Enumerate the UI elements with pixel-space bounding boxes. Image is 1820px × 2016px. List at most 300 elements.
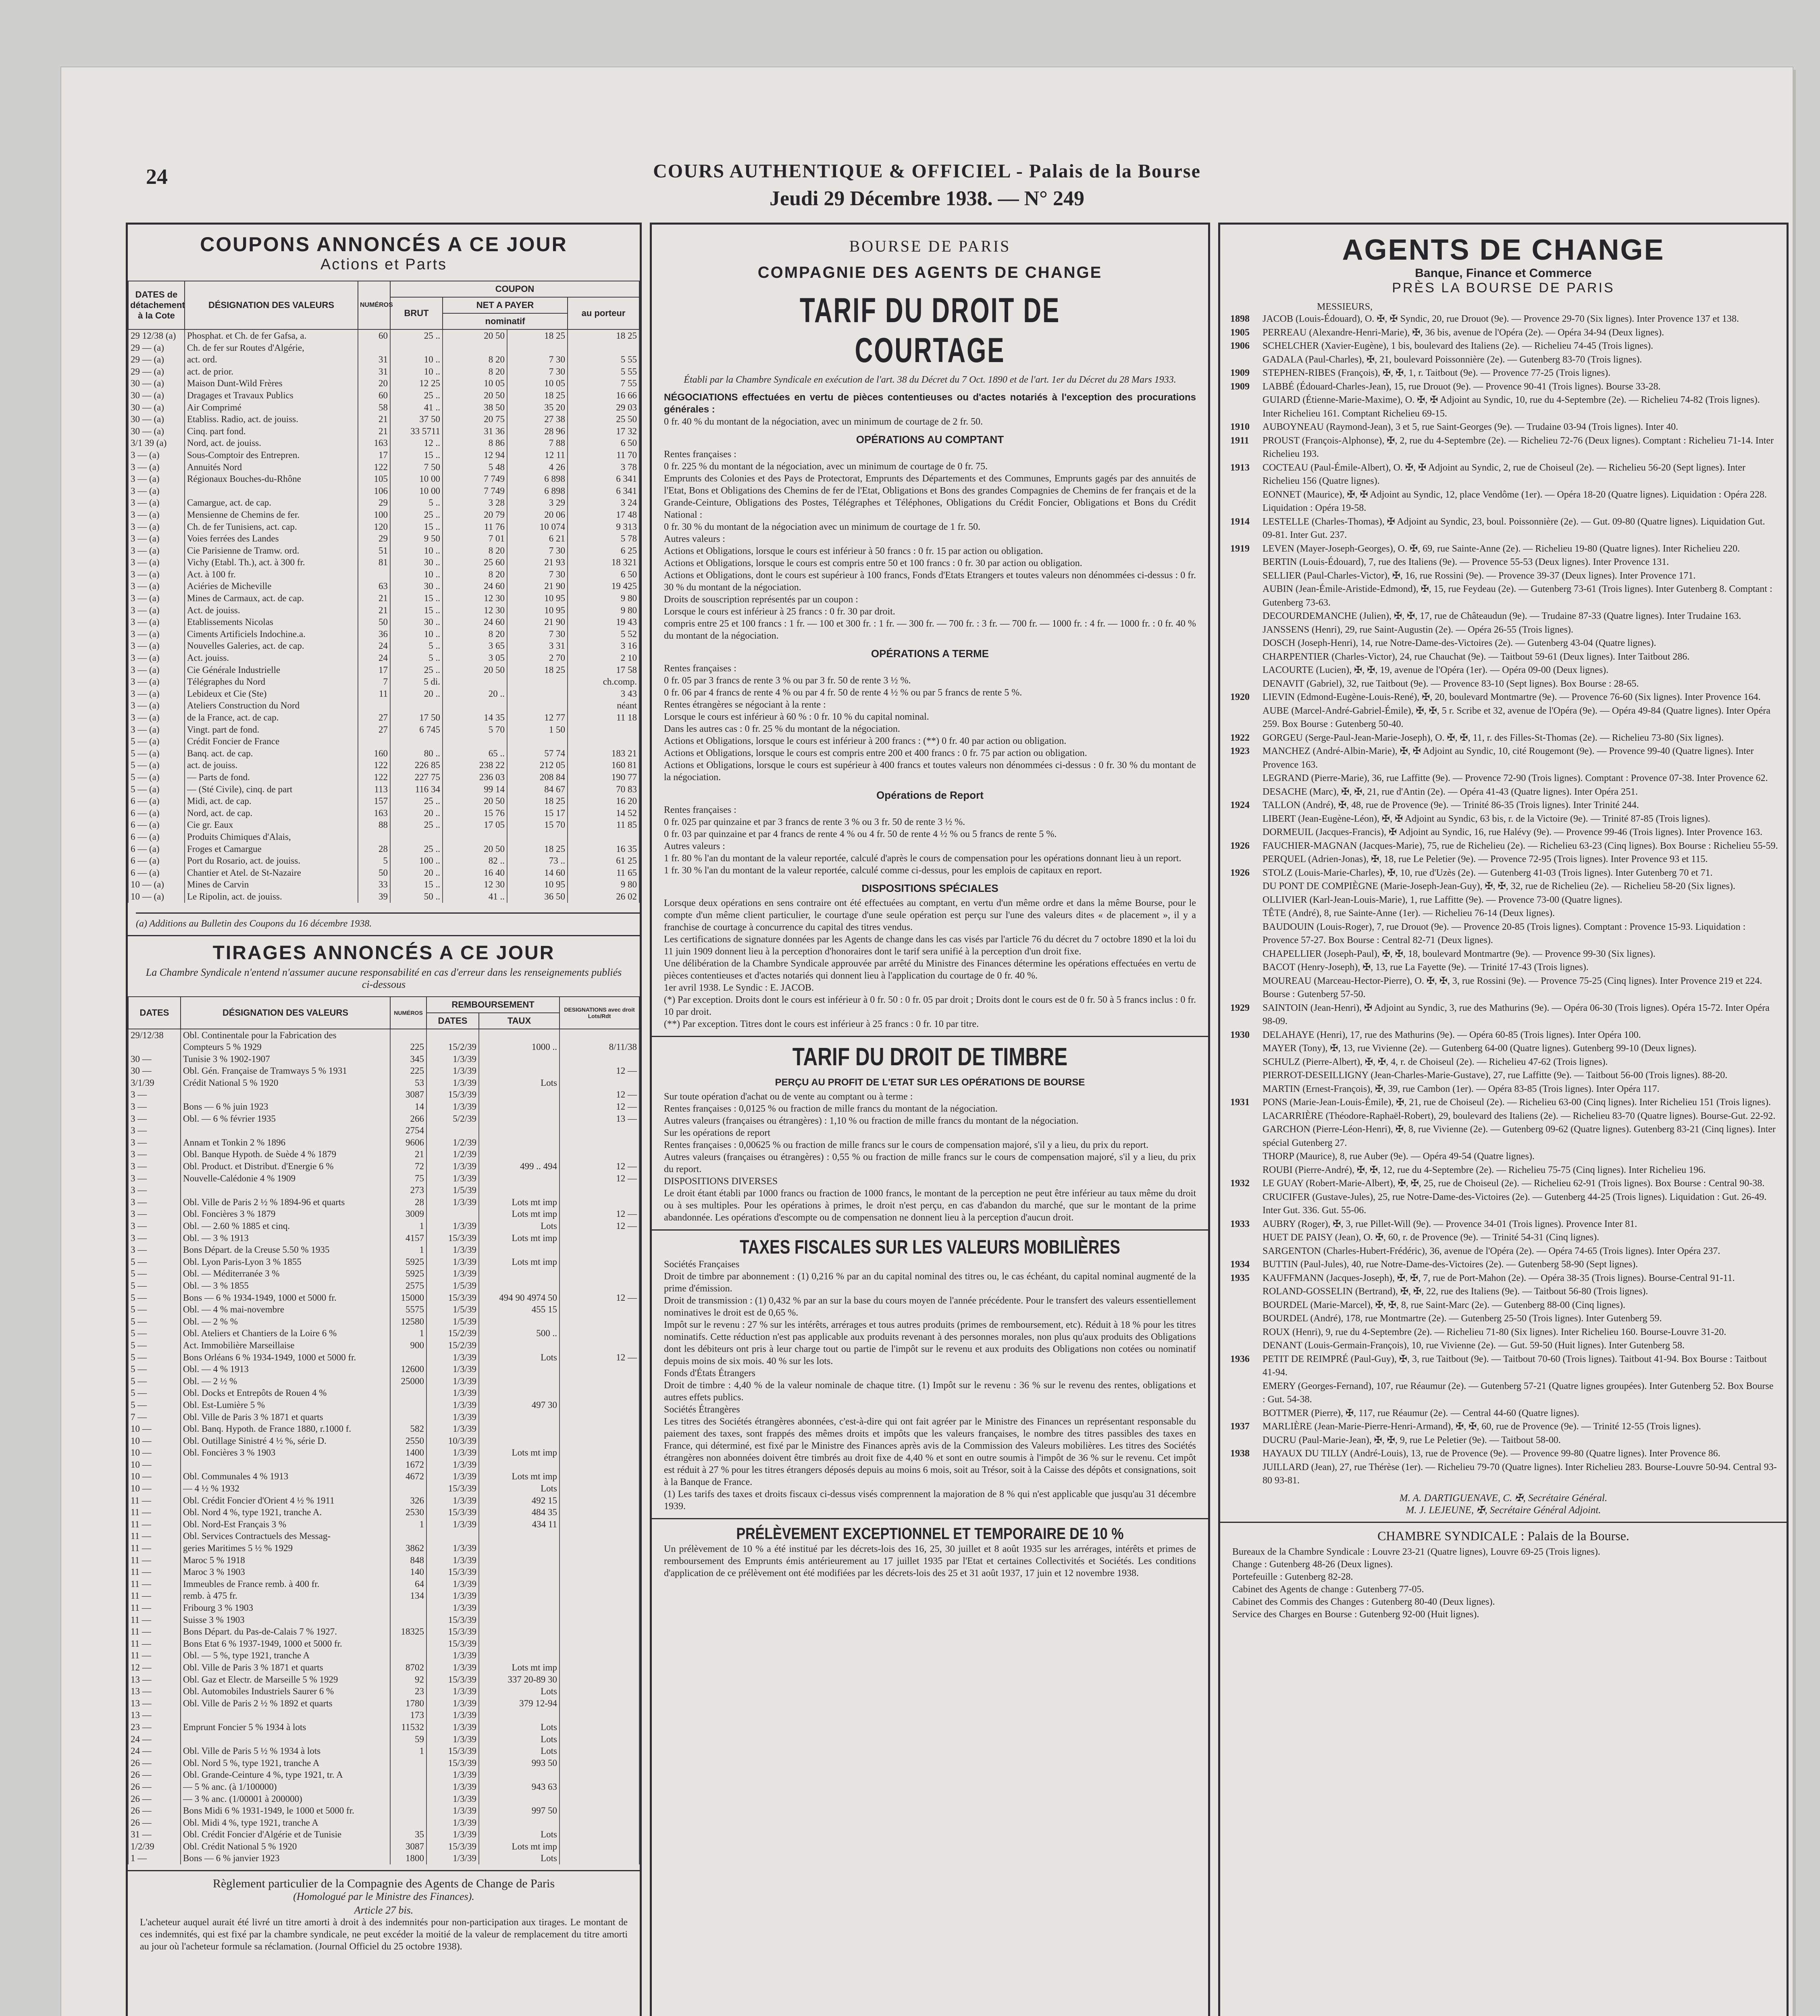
cell-brut (390, 735, 443, 748)
timbre-title: TARIF DU DROIT DE TIMBRE (792, 1043, 1068, 1071)
cell-taux: 492 15 (479, 1495, 560, 1507)
cell-designation: Vingt. part de fond. (185, 724, 358, 736)
agent-year: 1906 (1230, 341, 1250, 351)
cell-net: 7 30 (507, 569, 568, 581)
cell-designation: Air Comprimé (185, 402, 358, 414)
agent-text: LACARRIÈRE (Théodore-Raphaël-Robert), 29, boulevard des Italiens (2e). — Richelieu 83-70 (Quatre lignes). Bourse-Gut. 22-92. (1263, 1110, 1776, 1121)
tarif-company: COMPAGNIE DES AGENTS DE CHANGE (757, 264, 1102, 281)
cell-numero: 122 (358, 461, 390, 473)
cell-net: 84 67 (507, 783, 568, 796)
paragraph: Rentes françaises : (664, 663, 736, 674)
cell-numero: 134 (390, 1590, 426, 1602)
cell-net: 12 11 (507, 449, 568, 461)
cell-date: 11 — (128, 1638, 181, 1650)
cell-numero: 3862 (390, 1542, 426, 1554)
cell-brut: 10 .. (390, 628, 443, 640)
cell-remb-date: 15/3/39 (426, 1841, 479, 1853)
agent-year (1230, 1083, 1263, 1096)
cell-obs (560, 1184, 639, 1196)
cell-remb-date: 1/2/39 (426, 1137, 479, 1149)
paragraph: Autres valeurs (françaises ou étrangères) : 1,10 % ou fraction de mille francs du montant de la négociation. (664, 1116, 1079, 1126)
cell-numero: 24 (358, 652, 390, 664)
cell-designation: Obl. Docks et Entrepôts de Rouen 4 % (181, 1387, 390, 1399)
agent-text: PONS (Marie-Jean-Louis-Émile), ✠, 21, rue de Choiseul (2e). — Richelieu 63-00 (Cinq lignes). Inter Richelieu 151 (Trois lignes). (1263, 1097, 1771, 1108)
agents-sub1: Banque, Finance et Commerce (1415, 267, 1592, 280)
cell-numero (358, 569, 390, 581)
cell-designation: Obl. — 4 % mai-novembre (181, 1304, 390, 1316)
masthead-title: COURS AUTHENTIQUE & OFFICIEL - Palais de la Bourse (653, 160, 1201, 182)
cell-remb-date: 15/2/39 (426, 1339, 479, 1352)
table-row (128, 1817, 639, 1829)
agent-entry (1230, 353, 1778, 367)
cell-designation: Nord, act. de cap. (185, 807, 358, 819)
cell-nominatif: 41 .. (443, 891, 507, 903)
cell-nominatif: 12 30 (443, 592, 507, 604)
cell-designation: Obl. Ville de Paris 3 % 1871 et quarts (181, 1662, 390, 1674)
agent-text: MANCHEZ (André-Albin-Marie), ✠, ✠ Adjoint au Syndic, 10, cité Rougemont (9e). — Provence 99-40 (Quatre lignes). Inter Provence 163. (1263, 746, 1754, 770)
cell-date: 3 — (128, 1137, 181, 1149)
cell-designation: Obl. Services Contractuels des Messag- (181, 1530, 390, 1542)
cell-remb-date: 1/5/39 (426, 1280, 479, 1292)
cell-designation: Obl. Est-Lumière 5 % (181, 1399, 390, 1411)
cell-designation (181, 1459, 390, 1471)
cell-designation: Cie Générale Industrielle (185, 664, 358, 676)
cell-taux (479, 1113, 560, 1125)
cell-nominatif: 3 65 (443, 640, 507, 652)
table-row (128, 783, 639, 796)
cell-numero: 7 (358, 676, 390, 688)
tirages-subtitle: La Chambre Syndicale n'entend n'assumer aucune responsabilité en cas d'erreur dans les renseignements publiés ci-dessous (146, 966, 622, 990)
agent-entry (1230, 731, 1778, 745)
agent-entry (1230, 326, 1778, 340)
cell-net: 1 50 (507, 724, 568, 736)
cell-taux: 337 20-89 30 (479, 1674, 560, 1686)
cell-date: 26 — (128, 1817, 181, 1829)
cell-porteur (568, 724, 639, 736)
chambre-line: Change : Gutenberg 48-26 (Deux lignes). (1232, 1559, 1393, 1570)
agent-text: LIEVIN (Edmond-Eugène-Louis-René), ✠, 20, boulevard Montmartre (9e). — Provence 76-60 (Six lignes). Inter Provence 164. (1263, 692, 1761, 702)
cell-date: 3 — (a) (128, 628, 185, 640)
cell-remb-date: 1/3/39 (426, 1053, 479, 1065)
cell-porteur: 3 78 (568, 461, 639, 473)
cell-date: 3 — (128, 1125, 181, 1137)
cell-designation: geries Maritimes 5 ½ % 1929 (181, 1542, 390, 1554)
cell-remb-date: 1/3/39 (426, 1518, 479, 1531)
cell-net (507, 700, 568, 712)
cell-date: 5 — (a) (128, 771, 185, 783)
col-numeros: NUMÉROS (358, 281, 390, 329)
table-row (128, 807, 639, 819)
agent-text: MOUREAU (Marceau-Hector-Pierre), O. ✠, ✠, 3, rue Rossini (9e). — Provence 75-25 (Cinq lignes). Inter Provence 219 et 224. Bourse : Gutenberg 57-50. (1263, 975, 1762, 1000)
cell-remb-date: 1/3/39 (426, 1173, 479, 1185)
cell-nominatif: 15 76 (443, 807, 507, 819)
table-row (128, 1709, 639, 1721)
cell-date: 5 — (128, 1268, 181, 1280)
paragraph: 0 fr. 025 par quinzaine et par 3 francs de rente 3 % ou 3 fr. 50 de rente 3 ½ %. (664, 817, 965, 827)
cell-obs: 12 — (560, 1065, 639, 1077)
agent-year (1230, 556, 1263, 569)
cell-net: 36 50 (507, 891, 568, 903)
table-row (128, 1352, 639, 1364)
table-row (128, 664, 639, 676)
cell-obs (560, 1769, 639, 1781)
cell-taux (479, 1626, 560, 1638)
cell-net: 15 70 (507, 819, 568, 831)
cell-brut: 100 .. (390, 855, 443, 867)
cell-taux (479, 1173, 560, 1185)
cell-date: 24 — (128, 1745, 181, 1757)
paragraph: Droit de timbre : 4,40 % de la valeur nominale de chaque titre. (1) Impôt sur le revenu : 36 % sur le revenu des rentes, obligations et autres effets publics. (664, 1380, 1196, 1403)
cell-designation: Le Ripolin, act. de jouiss. (185, 891, 358, 903)
cell-remb-date: 1/3/39 (426, 1649, 479, 1662)
agent-text: CRUCIFER (Gustave-Jules), 25, rue Notre-Dame-des-Victoires (2e). — Gutenberg 44-25 (Trois lignes). Liquidation : Gut. 26-49. Inter Gut. 336. Gut. 55-06. (1263, 1191, 1767, 1216)
agents-title: AGENTS DE CHANGE (1342, 234, 1665, 266)
cell-porteur: 11 85 (568, 819, 639, 831)
cell-brut: 9 50 (390, 533, 443, 545)
cell-brut: 20 .. (390, 688, 443, 700)
cell-date: 5 — (128, 1280, 181, 1292)
cell-date: 6 — (a) (128, 867, 185, 879)
cell-brut: 17 50 (390, 712, 443, 724)
cell-remb-date (426, 1029, 479, 1041)
cell-brut: 5 .. (390, 640, 443, 652)
cell-obs (560, 1375, 639, 1387)
cell-numero (390, 1352, 426, 1364)
cell-date: 3 — (a) (128, 521, 185, 533)
cell-date: 3 — (a) (128, 485, 185, 497)
agent-entry (1230, 488, 1778, 515)
cell-net (507, 688, 568, 700)
cell-brut: 15 .. (390, 521, 443, 533)
paragraph: Une délibération de la Chambre Syndicale approuvée par arrêté du Ministre des Finances détermine les opérations effectuées en vertu de pièces contentieuses et d'actes notariés qui donnent lieu à l'application du courtage de 0 fr. 40 %. (664, 958, 1196, 981)
agent-entry (1230, 1177, 1778, 1191)
paragraph: 1er avril 1938. Le Syndic : E. JACOB. (664, 983, 814, 993)
table-row (128, 1697, 639, 1710)
cell-remb-date: 15/3/39 (426, 1614, 479, 1626)
cell-numero (390, 1793, 426, 1805)
cell-numero (358, 342, 390, 354)
cell-designation: — 3 % anc. (1/00001 à 200000) (181, 1793, 390, 1805)
chambre-line: Cabinet des Agents de change : Gutenberg 77-05. (1232, 1584, 1424, 1595)
table-row (128, 1220, 639, 1232)
cell-taux: 499 .. 494 (479, 1160, 560, 1173)
cell-obs (560, 1638, 639, 1650)
agent-entry (1230, 691, 1778, 704)
table-row (128, 1554, 639, 1566)
cell-designation: Act. à 100 fr. (185, 569, 358, 581)
cell-taux: Lots mt imp (479, 1256, 560, 1268)
cell-numero (390, 1530, 426, 1542)
table-row (128, 1649, 639, 1662)
cell-porteur: 11 65 (568, 867, 639, 879)
agent-entry (1230, 312, 1778, 326)
cell-designation: Annuités Nord (185, 461, 358, 473)
cell-numero: 17 (358, 664, 390, 676)
cell-nominatif: 10 05 (443, 377, 507, 389)
cell-numero: 266 (390, 1113, 426, 1125)
cell-obs (560, 1244, 639, 1256)
agent-year (1230, 921, 1263, 948)
cell-porteur: 9 80 (568, 604, 639, 616)
cell-remb-date: 1/2/39 (426, 1148, 479, 1160)
agent-entry (1230, 812, 1778, 826)
cell-brut: 25 .. (390, 843, 443, 855)
terme-list (652, 662, 1208, 783)
paragraph: 0 fr. 225 % du montant de la négociation, avec un minimum de courtage de 0 fr. 75. (664, 461, 988, 472)
paragraph: 0 fr. 06 par 4 francs de rente 4 % ou par 4 fr. 50 de rente 4 ½ % ou par 5 francs de rente 5 %. (664, 687, 1022, 698)
agent-text: KAUFFMANN (Jacques-Joseph), ✠, ✠, 7, rue de Port-Mahon (2e). — Opéra 38-35 (Trois lignes). Bourse-Central 91-11. (1263, 1272, 1735, 1283)
cell-taux (479, 1459, 560, 1471)
agent-text: DOSCH (Joseph-Henri), 14, rue Notre-Dame-des-Victoires (2e). — Gutenberg 43-04 (Quatre lignes). (1263, 638, 1656, 648)
cell-obs (560, 1327, 639, 1339)
messieurs: MESSIEURS, (1317, 302, 1373, 312)
cell-designation: Ch. de fer sur Routes d'Algérie, (185, 342, 358, 354)
reglement-title: Règlement particulier de la Compagnie des Agents de Change de Paris (212, 1877, 555, 1891)
cell-obs (560, 1495, 639, 1507)
speciales-title: DISPOSITIONS SPÉCIALES (861, 882, 998, 894)
cell-numero (358, 700, 390, 712)
cell-obs (560, 1518, 639, 1531)
speciales-list (652, 897, 1208, 1030)
agent-year (1230, 1407, 1263, 1420)
secretaires (1220, 1492, 1787, 1516)
cell-nominatif: 82 .. (443, 855, 507, 867)
cell-brut (390, 831, 443, 843)
cell-taux: Lots (479, 1352, 560, 1364)
cell-date: 29 12/38 (a) (128, 329, 185, 342)
cell-porteur: 6 50 (568, 569, 639, 581)
cell-porteur: 2 10 (568, 652, 639, 664)
cell-date: 3 — (a) (128, 688, 185, 700)
table-row (128, 354, 639, 366)
cell-taux (479, 1793, 560, 1805)
cell-numero (390, 1399, 426, 1411)
cell-designation: Obl. Nord 4 %, type 1921, tranche A. (181, 1506, 390, 1518)
agent-entry (1230, 515, 1778, 542)
cell-taux (479, 1053, 560, 1065)
newspaper-page (60, 67, 1793, 2016)
cell-porteur (568, 831, 639, 843)
cell-designation: Mines de Carmaux, act. de cap. (185, 592, 358, 604)
cell-numero: 75 (390, 1173, 426, 1185)
cell-nominatif (443, 342, 507, 354)
cell-date: 5 — (128, 1292, 181, 1304)
cell-date: 5 — (128, 1387, 181, 1399)
cell-brut: 226 85 (390, 759, 443, 771)
cell-designation: — 5 % anc. (à 1/100000) (181, 1781, 390, 1793)
agent-year: 1911 (1230, 435, 1249, 446)
agent-text: BAUDOUIN (Louis-Roger), 7, rue Drouot (9e). — Provence 20-85 (Trois lignes). Comptant : Provence 15-93. Liquidation : Provence 57-27. Box Bourse : Central 82-71 (Deux lignes). (1263, 921, 1746, 946)
cell-net: 14 60 (507, 867, 568, 879)
cell-taux (479, 1244, 560, 1256)
cell-taux (479, 1089, 560, 1101)
paragraph: 1 fr. 80 % l'an du montant de la valeur reportée, calculé d'après le cours de compensation pour les opérations donnant lieu à un report. (664, 853, 1181, 864)
cell-numero: 163 (358, 437, 390, 449)
cell-obs (560, 1506, 639, 1518)
cell-designation: Obl. — 5 %, type 1921, tranche A (181, 1649, 390, 1662)
cell-designation: Ateliers Construction du Nord (185, 700, 358, 712)
cell-obs (560, 1411, 639, 1423)
cell-designation: Cie gr. Eaux (185, 819, 358, 831)
chambre-title: CHAMBRE SYNDICALE : Palais de la Bourse. (1377, 1528, 1629, 1543)
agent-text: STEPHEN-RIBES (François), ✠, ✠, 1, r. Taitbout (9e). — Provence 77-25 (Trois lignes). (1263, 368, 1611, 378)
cell-date: 30 — (a) (128, 425, 185, 437)
cell-date: 26 — (128, 1757, 181, 1769)
cell-obs (560, 1578, 639, 1590)
agent-year: 1926 (1230, 867, 1250, 878)
cell-remb-date: 1/3/39 (426, 1793, 479, 1805)
cell-porteur: 14 52 (568, 807, 639, 819)
agent-year (1230, 704, 1263, 731)
cell-date: 6 — (a) (128, 819, 185, 831)
cell-numero: 50 (358, 616, 390, 628)
cell-brut: 10 00 (390, 485, 443, 497)
cell-designation: act. de prior. (185, 366, 358, 378)
cell-designation: Bons Orléans 6 % 1934-1949, 1000 et 5000 fr. (181, 1352, 390, 1364)
cell-taux: 993 50 (479, 1757, 560, 1769)
cell-numero: 1800 (390, 1852, 426, 1864)
agent-year: 1909 (1230, 368, 1250, 378)
cell-taux: 434 11 (479, 1518, 560, 1531)
cell-porteur: 6 341 (568, 473, 639, 485)
cell-date: 5 — (128, 1316, 181, 1328)
agent-entry (1230, 1258, 1778, 1272)
cell-numero: 5 (358, 855, 390, 867)
table-row (128, 1232, 639, 1244)
agent-text: TÊTE (André), 8, rue Sainte-Anne (1er). — Richelieu 76-14 (Deux lignes). (1263, 908, 1555, 918)
cell-numero: 160 (358, 748, 390, 760)
cell-porteur: 17 48 (568, 509, 639, 521)
comptant-title: OPÉRATIONS AU COMPTANT (856, 433, 1004, 446)
cell-brut: 30 .. (390, 556, 443, 569)
paragraph: Actions et Obligations, dont le cours est supérieur à 100 francs, Fonds d'Etats Etrangers et toutes valeurs non dénommées ci-dessus : 0 fr. 30 % du montant de la négociation. (664, 570, 1196, 593)
agent-year: 1923 (1230, 746, 1250, 756)
cell-date: 13 — (128, 1685, 181, 1697)
cell-porteur: 9 313 (568, 521, 639, 533)
agent-entry (1230, 380, 1778, 394)
agent-entry (1230, 1002, 1778, 1029)
tarif-nego: NÉGOCIATIONS effectuées en vertu de pièces contentieuses ou d'actes notariés à l'exception des procurations générales : (664, 392, 1196, 415)
cell-designation: Maroc 5 % 1918 (181, 1554, 390, 1566)
table-row (128, 1793, 639, 1805)
cell-date: 5 — (128, 1256, 181, 1268)
cell-designation: Cinq. part fond. (185, 425, 358, 437)
cell-date: 5 — (128, 1352, 181, 1364)
cell-remb-date: 15/3/39 (426, 1483, 479, 1495)
cell-net: 20 06 (507, 509, 568, 521)
cell-designation: Obl. — 3 % 1855 (181, 1280, 390, 1292)
cell-date: 7 — (128, 1411, 181, 1423)
cell-net: 10 95 (507, 879, 568, 891)
cell-designation: Obl. Foncières 3 % 1903 (181, 1447, 390, 1459)
agent-text: DUCRU (Paul-Marie-Jean), ✠, ✠, 9, rue Le Peletier (9e). — Taitbout 58-00. (1263, 1435, 1561, 1445)
cell-nominatif (443, 676, 507, 688)
agent-year: 1920 (1230, 692, 1250, 702)
cell-designation: Produits Chimiques d'Alais, (185, 831, 358, 843)
cell-taux: Lots (479, 1721, 560, 1733)
agent-entry (1230, 853, 1778, 866)
cell-designation: — Parts de fond. (185, 771, 358, 783)
agent-year: 1931 (1230, 1097, 1250, 1108)
cell-remb-date (426, 1208, 479, 1220)
table-row (128, 1041, 639, 1053)
cell-date: 29 — (a) (128, 354, 185, 366)
cell-date: 10 — (128, 1470, 181, 1483)
cell-obs: 8/11/38 (560, 1041, 639, 1053)
agents-sub2: PRÈS LA BOURSE DE PARIS (1392, 280, 1615, 296)
cell-nominatif: 31 36 (443, 425, 507, 437)
cell-designation: Obl. Grande-Ceinture 4 %, type 1921, tr. A (181, 1769, 390, 1781)
table-row (128, 1137, 639, 1149)
table-row (128, 1065, 639, 1077)
table-row (128, 413, 639, 425)
cell-date: 6 — (a) (128, 831, 185, 843)
agent-entry (1230, 623, 1778, 637)
agent-year (1230, 677, 1263, 691)
agent-text: ROUX (Henri), 9, rue du 4-Septembre (2e). — Richelieu 71-80 (Six lignes). Inter Richelieu 160. Bourse-Louvre 31-20. (1263, 1327, 1726, 1337)
cell-numero: 5925 (390, 1256, 426, 1268)
cell-remb-date: 1/3/39 (426, 1602, 479, 1614)
cell-remb-date: 1/3/39 (426, 1662, 479, 1674)
agent-entry (1230, 1461, 1778, 1488)
cell-porteur: 61 25 (568, 855, 639, 867)
cell-date: 11 — (128, 1602, 181, 1614)
cell-nominatif: 65 .. (443, 748, 507, 760)
cell-nominatif: 12 30 (443, 879, 507, 891)
cell-taux (479, 1423, 560, 1435)
agent-entry (1230, 367, 1778, 380)
cell-designation: Port du Rosario, act. de jouiss. (185, 855, 358, 867)
cell-numero: 11 (358, 688, 390, 700)
cell-taux (479, 1411, 560, 1423)
cell-designation: Obl. Banq. Hypoth. de France 1880, r.1000 f. (181, 1423, 390, 1435)
cell-date: 3 — (a) (128, 509, 185, 521)
table-row (128, 1375, 639, 1387)
agent-text: BOTTMER (Pierre), ✠, 117, rue Réaumur (2e). — Central 44-60 (Quatre lignes). (1263, 1408, 1579, 1418)
table-row (128, 724, 639, 736)
cell-obs (560, 1029, 639, 1041)
cell-designation: Obl. Ville de Paris 5 ½ % 1934 à lots (181, 1745, 390, 1757)
cell-date: 3 — (a) (128, 640, 185, 652)
cell-designation: Télégraphes du Nord (185, 676, 358, 688)
paragraph: Lorsque deux opérations en sens contraire ont été effectuées au comptant, en vertu d'un même ordre et dans la même Bourse, pour le compte d'un même client particulier, le courtage d'une seule opération est perçu sur l'une des valeurs dites « de placement », il y a franchise de courtage à concurrence du capital des titres vendus. (664, 898, 1196, 933)
agent-entry (1230, 1042, 1778, 1056)
agent-year (1230, 1069, 1263, 1083)
agent-entry (1230, 826, 1778, 839)
cell-numero: 60 (358, 329, 390, 342)
cell-numero: 2550 (390, 1435, 426, 1447)
agent-year (1230, 664, 1263, 677)
cell-date: 3 — (128, 1113, 181, 1125)
cell-designation: Voies ferrées des Landes (185, 533, 358, 545)
paragraph: DISPOSITIONS DIVERSES (664, 1176, 778, 1187)
coupons-rows (128, 329, 639, 903)
cell-numero: 72 (390, 1160, 426, 1173)
cell-net: 208 84 (507, 771, 568, 783)
cell-remb-date: 1/3/39 (426, 1829, 479, 1841)
cell-numero: 92 (390, 1674, 426, 1686)
agent-year (1230, 1042, 1263, 1056)
paragraph: Dans les autres cas : 0 fr. 25 % du montant de la négociation. (664, 724, 900, 734)
agent-text: JACOB (Louis-Édouard), O. ✠, ✠ Syndic, 20, rue Drouot (9e). — Provence 29-70 (Six lignes). Inter Provence 137 et 138. (1263, 314, 1739, 324)
cell-remb-date: 1/3/39 (426, 1781, 479, 1793)
table-row (128, 1148, 639, 1160)
cell-date: 5 — (a) (128, 735, 185, 748)
cell-numero: 2530 (390, 1506, 426, 1518)
cell-net: 18 25 (507, 795, 568, 807)
prelev-text: Un prélèvement de 10 % a été institué par les décrets-lois des 16, 25, 30 juillet et 8 août 1935 sur les arrérages, intérêts et primes de remboursement des Emprunts émis antérieurement au 17 juillet 1935 par l'Etat et certaines Collectivités et Sociétés. Les conditions d'application de ce prélèvement ont été modifiées par les décrets-lois des 25 et 31 août 1937, 17 juin et 12 novembre 1938. (664, 1544, 1196, 1579)
cell-brut: 33 5711 (390, 425, 443, 437)
